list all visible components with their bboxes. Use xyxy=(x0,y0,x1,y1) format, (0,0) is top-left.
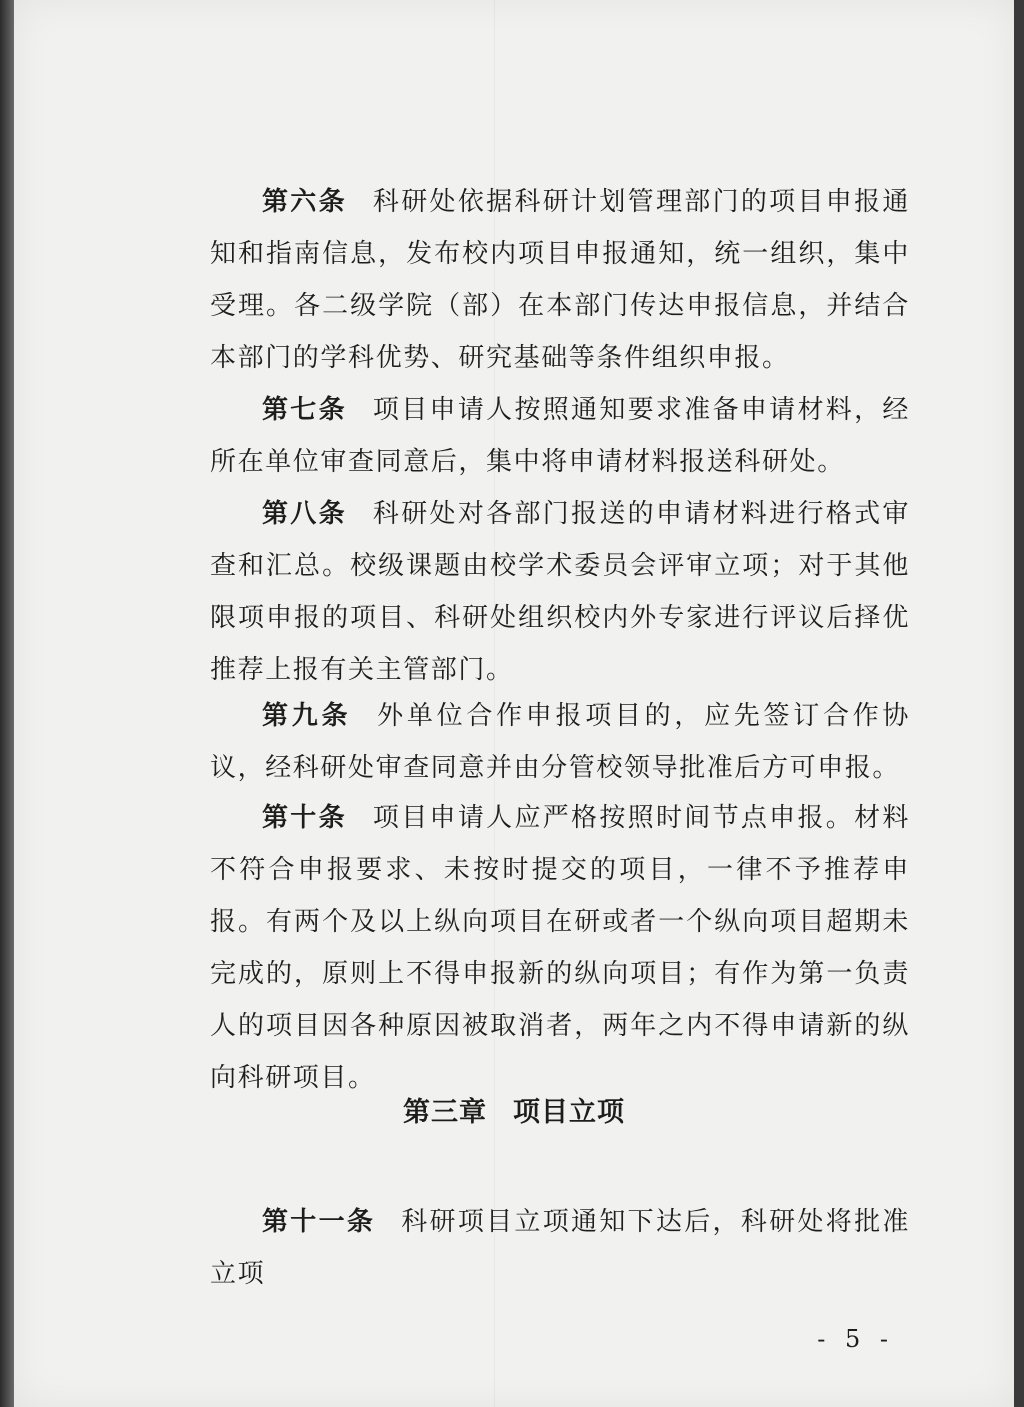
article-10-label: 第十条 xyxy=(262,803,347,833)
article-10-text: 项目申请人应严格按照时间节点申报。材料不符合申报要求、未按时提交的项目，一律不予推荐申报。有两个及以上纵向项目在研或者一个纵向项目超期未完成的，原则上不得申报新的纵向项目；有作为第一负责人的项目因各种原因被取消者，两年之内不得申请新的纵向科研项目。 xyxy=(210,803,910,1093)
article-9 xyxy=(210,690,910,794)
document-page xyxy=(14,0,1014,1407)
article-11-text: 科研项目立项通知下达后，科研处将批准立项 xyxy=(210,1207,910,1289)
article-6-text: 科研处依据科研计划管理部门的项目申报通知和指南信息，发布校内项目申报通知，统一组织，集中受理。各二级学院（部）在本部门传达申报信息，并结合本部门的学科优势、研究基础等条件组织申报。 xyxy=(210,187,910,373)
article-7-text: 项目申请人按照通知要求准备申请材料，经所在单位审查同意后，集中将申请材料报送科研处。 xyxy=(210,395,910,477)
article-9-label: 第九条 xyxy=(262,701,352,731)
article-6-label: 第六条 xyxy=(262,187,347,217)
article-8 xyxy=(210,488,910,696)
article-8-label: 第八条 xyxy=(262,499,347,529)
chapter-title: 项目立项 xyxy=(513,1097,625,1128)
article-7 xyxy=(210,384,910,488)
article-10 xyxy=(210,792,910,1104)
chapter-heading xyxy=(14,1090,1014,1129)
article-7-label: 第七条 xyxy=(262,395,347,425)
article-6 xyxy=(210,176,910,384)
scan-edge xyxy=(0,0,14,1407)
article-11 xyxy=(210,1196,910,1300)
page-number: - 5 - xyxy=(817,1325,894,1353)
article-11-label: 第十一条 xyxy=(262,1207,376,1237)
chapter-number: 第三章 xyxy=(403,1097,487,1128)
article-8-text: 科研处对各部门报送的申请材料进行格式审查和汇总。校级课题由校学术委员会评审立项；对于其他限项申报的项目、科研处组织校内外专家进行评议后择优推荐上报有关主管部门。 xyxy=(210,499,910,685)
article-9-text: 外单位合作申报项目的，应先签订合作协议，经科研处审查同意并由分管校领导批准后方可申报。 xyxy=(210,701,910,783)
